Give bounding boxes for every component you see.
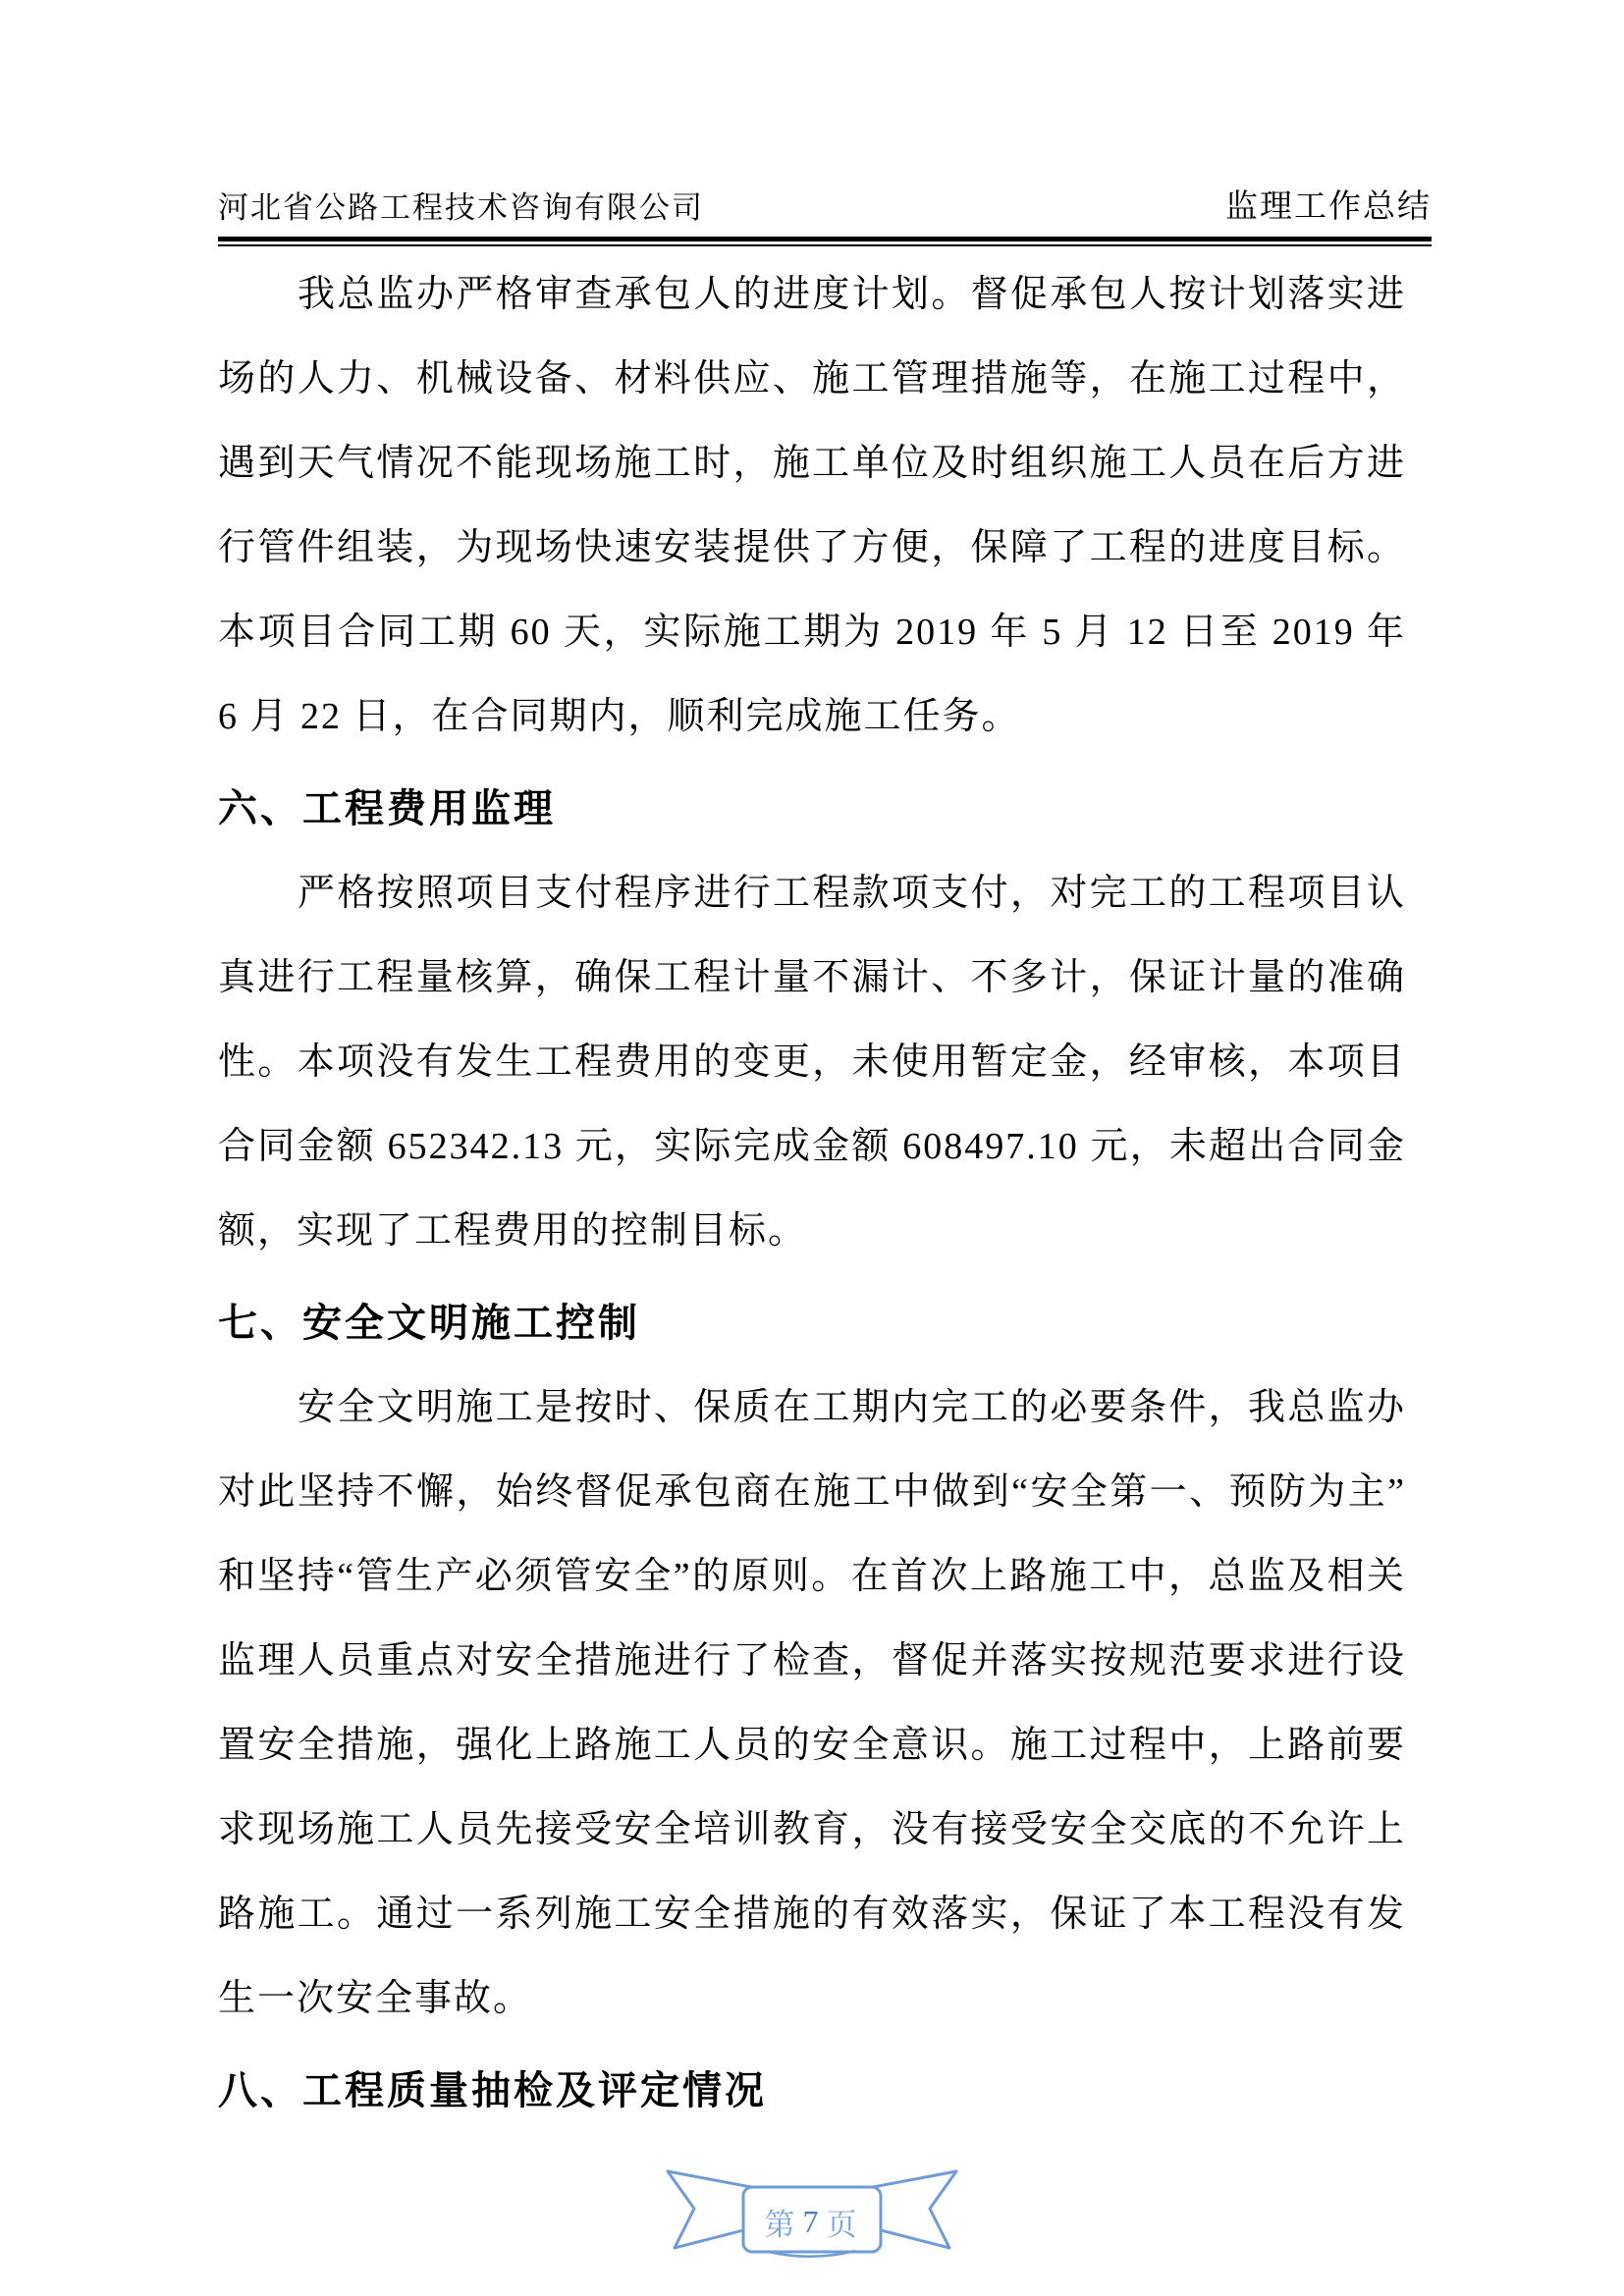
page-header: [218, 181, 1432, 227]
document-body: [218, 252, 1406, 2133]
heading-section-6-cost-supervision: 六、工程费用监理: [218, 786, 556, 830]
page-number-label: [743, 2191, 881, 2252]
header-company-name: 河北省公路工程技术咨询有限公司: [218, 190, 704, 225]
ribbon-right-wing: [873, 2171, 956, 2248]
page-number-suffix: 页: [826, 2207, 860, 2242]
header-doc-title: 监理工作总结: [1225, 189, 1432, 225]
paragraph-schedule-supervision: 我总监办严格审查承包人的进度计划。督促承包人按计划落实进场的人力、机械设备、材料供应、施工管理措施等，在施工过程中，遇到天气情况不能现场施工时，施工单位及时组织施工人员在后方进行管件组装，为现场快速安装提供了方便，保障了工程的进度目标。本项目合同工期 60 天，实际施工期为 2019 年 5 月 12 日至 2019 年 6 月 22 日，在合同期内，顺利完成施工任务。: [218, 274, 1406, 737]
header-rule-divider: [218, 237, 1432, 246]
heading-section-8-quality-inspection: 八、工程质量抽检及评定情况: [218, 2068, 767, 2112]
ribbon-left-wing: [668, 2171, 751, 2248]
page-number-ribbon: [665, 2165, 959, 2273]
paragraph-safety-control: 安全文明施工是按时、保质在工期内完工的必要条件，我总监办对此坚持不懈，始终督促承包商在施工中做到“安全第一、预防为主”和坚持“管生产必须管安全”的原则。在首次上路施工中，总监及相关监理人员重点对安全措施进行了检查，督促并落实按规范要求进行设置安全措施，强化上路施工人员的安全意识。施工过程中，上路前要求现场施工人员先接受安全培训教育，没有接受安全交底的不允许上路施工。通过一系列施工安全措施的有效落实，保证了本工程没有发生一次安全事故。: [218, 1387, 1406, 2019]
paragraph-cost-supervision: 严格按照项目支付程序进行工程款项支付，对完工的工程项目认真进行工程量核算，确保工程计量不漏计、不多计，保证计量的准确性。本项没有发生工程费用的变更，未使用暂定金，经审核，本项目合同金额 652342.13 元，实际完成金额 608497.10 元，未超出合同金额，实现了工程费用的控制目标。: [218, 873, 1406, 1252]
page-number-prefix: 第: [764, 2207, 798, 2242]
page-number-value: 7: [802, 2203, 822, 2239]
heading-section-7-safety-control: 七、安全文明施工控制: [218, 1301, 640, 1345]
